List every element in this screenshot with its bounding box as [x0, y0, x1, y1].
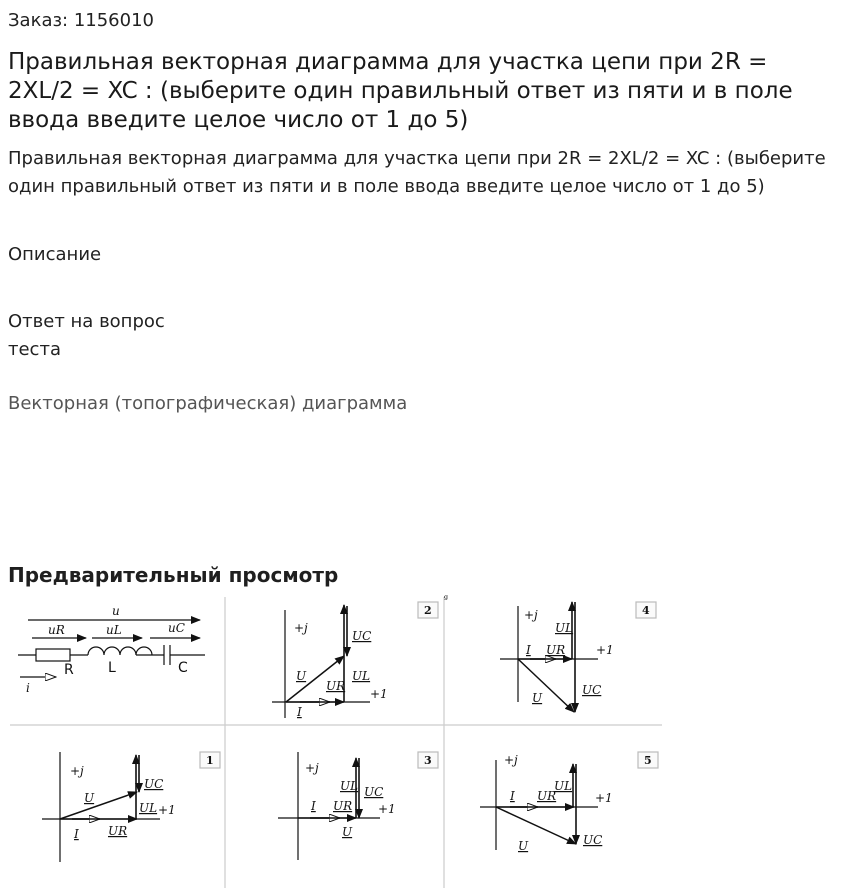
p5-UL: UL — [554, 779, 573, 793]
label-R: R — [64, 662, 74, 678]
p5-UR: UR — [537, 789, 557, 803]
p1-axis-1: +1 — [158, 803, 176, 817]
vector-diagram-2 — [272, 602, 438, 719]
p2-UL: UL — [352, 669, 371, 683]
panel-number-4: 4 — [642, 604, 650, 617]
panel-number-5: 5 — [644, 754, 652, 767]
label-uR: uR — [48, 623, 65, 637]
panel-number-3: 3 — [424, 754, 432, 767]
label-uL: uL — [106, 623, 122, 637]
vector-diagram-1 — [42, 752, 220, 862]
p2-axis-1: +1 — [370, 687, 388, 701]
p3-axis-1: +1 — [378, 802, 396, 816]
p3-UR: UR — [333, 799, 353, 813]
p1-I: I — [74, 827, 79, 841]
p3-I: I — [311, 799, 316, 813]
p3-U: U — [342, 825, 353, 839]
p2-I: I — [297, 705, 302, 719]
stray-mark: ᵍ — [444, 594, 448, 605]
p2-U: U — [296, 669, 307, 683]
p2-UC: UC — [352, 629, 372, 643]
preview-heading: Предварительный просмотр — [8, 563, 339, 587]
p3-axis-j: +j — [305, 761, 319, 775]
label-L: L — [108, 660, 116, 676]
vector-diagram-3 — [278, 752, 438, 860]
p2-axis-j: +j — [294, 621, 308, 635]
panel-number-1: 1 — [206, 754, 214, 767]
p4-U: U — [532, 691, 543, 705]
question-text: Правильная векторная диаграмма для участка цепи при 2R = 2XL/2 = XC : (выберите один правильный ответ из пяти и в поле ввода введите целое число от 1 до 5) — [8, 148, 826, 197]
p4-I: I — [526, 643, 531, 657]
p1-UR: UR — [108, 824, 128, 838]
vector-diagram-5 — [480, 752, 658, 853]
p1-axis-j: +j — [70, 764, 84, 778]
p2-UR: UR — [326, 679, 346, 693]
p4-UC: UC — [582, 683, 602, 697]
topographic-diagram-link[interactable]: Векторная (топографическая) диаграмма — [8, 393, 408, 414]
label-C: C — [178, 660, 188, 676]
vector-diagram-4 — [500, 602, 656, 712]
p4-UL: UL — [555, 621, 574, 635]
p5-U: U — [518, 839, 529, 853]
label-uC: uC — [168, 621, 185, 635]
p1-UC: UC — [144, 777, 164, 791]
p3-UC: UC — [364, 785, 384, 799]
order-number: Заказ: 1156010 — [8, 10, 154, 31]
p5-axis-1: +1 — [595, 791, 613, 805]
preview-grid — [10, 597, 662, 888]
p3-UL: UL — [340, 779, 359, 793]
answer-label: Ответ на вопрос теста — [8, 311, 165, 360]
description-label: Описание — [8, 244, 102, 265]
p5-I: I — [510, 789, 515, 803]
page-title: Правильная векторная диаграмма для участка цепи при 2R = 2XL/2 = XC : (выберите один правильный ответ из пяти и в поле ввода введите целое число от 1 до 5) — [8, 49, 793, 133]
label-i: i — [26, 681, 30, 695]
preview-image — [0, 592, 670, 888]
p1-UL: UL — [139, 801, 158, 815]
p4-axis-j: +j — [524, 608, 538, 622]
label-u: u — [112, 604, 120, 618]
panel-number-2: 2 — [424, 604, 432, 617]
p4-UR: UR — [546, 643, 566, 657]
p4-axis-1: +1 — [596, 643, 614, 657]
p1-U: U — [84, 791, 95, 805]
p5-axis-j: +j — [504, 753, 518, 767]
p5-UC: UC — [583, 833, 603, 847]
